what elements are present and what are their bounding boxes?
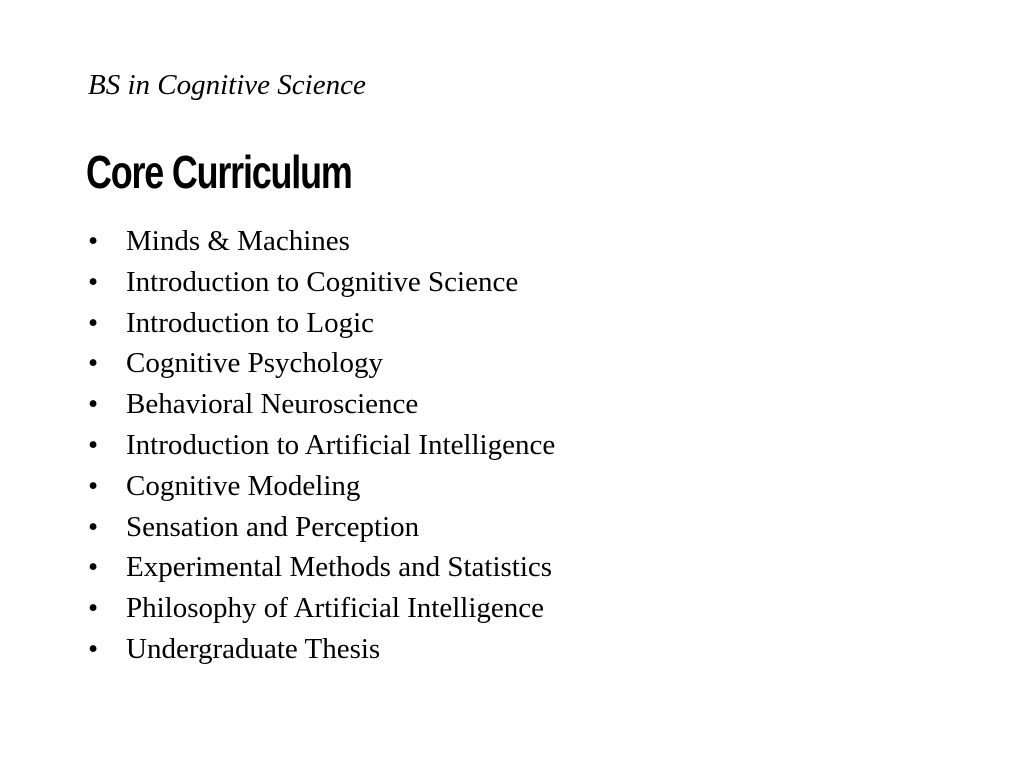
bullet-icon: • [88, 306, 99, 339]
course-name: Cognitive Modeling [126, 469, 361, 502]
list-item [88, 384, 555, 425]
bullet-icon: • [88, 265, 99, 298]
list-item [88, 221, 555, 262]
bullet-icon: • [88, 428, 99, 461]
list-item [88, 466, 555, 507]
slide-title: Core Curriculum [86, 146, 352, 198]
course-name: Experimental Methods and Statistics [126, 551, 553, 584]
bullet-icon: • [88, 632, 99, 665]
list-item [88, 425, 555, 466]
course-name: Undergraduate Thesis [126, 632, 381, 665]
list-item [88, 343, 555, 384]
course-name: Introduction to Logic [126, 306, 375, 339]
course-list [88, 221, 555, 670]
list-item [88, 303, 555, 344]
list-item [88, 588, 555, 629]
course-name: Introduction to Artificial Intelligence [126, 428, 556, 461]
list-item [88, 629, 555, 670]
list-item [88, 262, 555, 303]
list-item [88, 507, 555, 548]
bullet-icon: • [88, 225, 99, 257]
course-name: Behavioral Neuroscience [126, 388, 419, 421]
course-name: Minds & Machines [126, 225, 350, 257]
course-name: Cognitive Psychology [126, 347, 383, 380]
bullet-icon: • [88, 347, 99, 380]
bullet-icon: • [88, 388, 99, 421]
bullet-icon: • [88, 469, 99, 502]
course-name: Introduction to Cognitive Science [126, 265, 519, 298]
bullet-icon: • [88, 592, 99, 625]
bullet-icon: • [88, 551, 99, 584]
course-name: Sensation and Perception [126, 510, 420, 543]
bullet-icon: • [88, 510, 99, 543]
list-item [88, 547, 555, 588]
program-subtitle: BS in Cognitive Science [88, 69, 366, 101]
course-name: Philosophy of Artificial Intelligence [126, 592, 544, 625]
